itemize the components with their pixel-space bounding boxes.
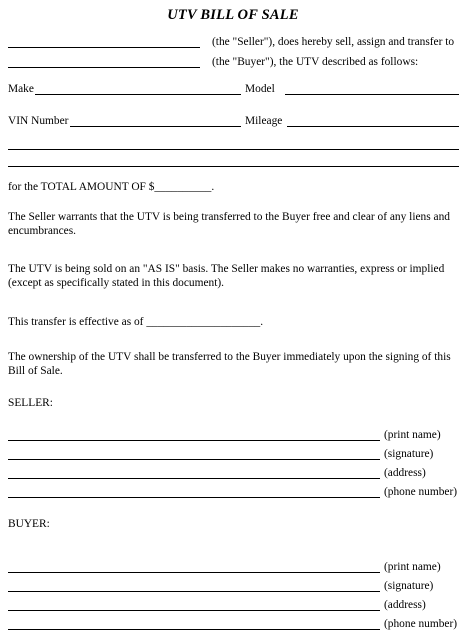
model-label: Model <box>245 83 275 95</box>
make-label: Make <box>8 83 34 95</box>
buyer-phone-label: (phone number) <box>384 618 458 630</box>
seller-address-line <box>8 478 380 479</box>
seller-print-name-line <box>8 440 380 441</box>
seller-address-label: (address) <box>384 467 426 479</box>
buyer-name-line <box>8 67 200 68</box>
buyer-phone-line <box>8 629 380 630</box>
buyer-print-name-line <box>8 572 380 573</box>
buyer-address-line <box>8 610 380 611</box>
seller-print-name-label: (print name) <box>384 429 441 441</box>
make-line <box>35 94 241 95</box>
buyer-clause: (the "Buyer"), the UTV described as follows: <box>212 56 419 68</box>
buyer-heading: BUYER: <box>8 518 50 530</box>
seller-phone-line <box>8 497 380 498</box>
mileage-line <box>287 126 459 127</box>
as-is-paragraph: The UTV is being sold on an "AS IS" basis. The Seller makes no warranties, express or implied (except as specifically stated in this document). <box>8 263 445 289</box>
description-line-1 <box>8 149 459 150</box>
model-line <box>285 94 459 95</box>
seller-phone-label: (phone number) <box>384 486 458 498</box>
effective-date-line: This transfer is effective as of ____________________. <box>8 316 264 328</box>
document-title: UTV BILL OF SALE <box>167 7 299 23</box>
buyer-print-name-label: (print name) <box>384 561 441 573</box>
warranty-paragraph: The Seller warrants that the UTV is being transferred to the Buyer free and clear of any liens and encumbrances. <box>8 211 450 237</box>
description-line-2 <box>8 166 459 167</box>
seller-clause: (the "Seller"), does hereby sell, assign and transfer to <box>212 36 455 48</box>
vin-label: VIN Number <box>8 115 69 127</box>
ownership-paragraph: The ownership of the UTV shall be transferred to the Buyer immediately upon the signing of this Bill of Sale. <box>8 351 451 377</box>
buyer-signature-label: (signature) <box>384 580 434 592</box>
seller-signature-line <box>8 459 380 460</box>
seller-name-line <box>8 47 200 48</box>
buyer-signature-line <box>8 591 380 592</box>
buyer-address-label: (address) <box>384 599 426 611</box>
mileage-label: Mileage <box>245 115 283 127</box>
vin-line <box>70 126 241 127</box>
total-amount-line: for the TOTAL AMOUNT OF $__________. <box>8 181 215 193</box>
seller-signature-label: (signature) <box>384 448 434 460</box>
seller-heading: SELLER: <box>8 397 53 409</box>
